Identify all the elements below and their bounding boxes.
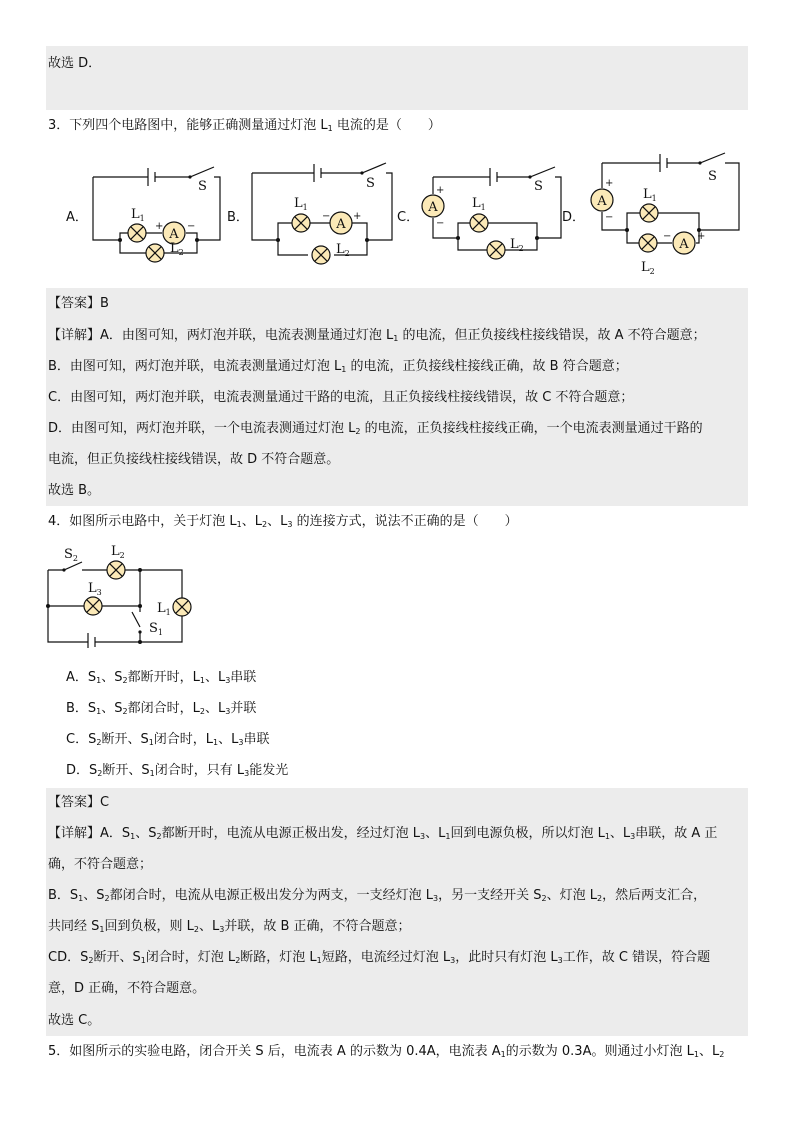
svg-text:−: − xyxy=(605,212,614,223)
q4-detail-line: 确，不符合题意； xyxy=(48,857,153,872)
svg-text:L2: $L_2$ xyxy=(170,241,184,257)
answer-block-q2 xyxy=(46,46,748,110)
svg-text:S: S xyxy=(534,179,543,194)
svg-text:L2: $L_2$ xyxy=(111,544,125,560)
q3-option-c-label: C． xyxy=(397,210,420,225)
svg-text:L1: $L_1$ xyxy=(643,187,657,203)
q4-detail-line: CD．$S_2$断开、$S_1$闭合时，灯泡 $L_2$断路，灯泡 $L_1$短路，电流经过灯泡 $L_3$，此时只有灯泡 $L_3$工作，故 C 错误，符合题 xyxy=(48,950,711,965)
q4-conclusion: 故选 C。 xyxy=(48,1013,101,1028)
q4-detail-line: 意，D 正确，不符合题意。 xyxy=(48,981,206,996)
q4-option-a[interactable]: A．$S_1$、$S_2$都断开时，$L_1$、$L_3$串联 xyxy=(66,670,257,685)
q3-detail-line: B．由图可知，两灯泡并联，电流表测量通过灯泡 $L_1$ 的电流，正负接线柱接线正确，故 B 符合题意； xyxy=(48,359,628,374)
svg-text:A: A xyxy=(336,217,346,232)
svg-text:L2: $L_2$ xyxy=(641,260,655,276)
svg-text:−: − xyxy=(436,218,445,229)
svg-text:+: + xyxy=(155,221,164,232)
svg-text:S1: $S_1$ xyxy=(149,621,163,637)
svg-text:L3: $L_3$ xyxy=(88,581,102,597)
q3-option-a-label: A． xyxy=(66,210,88,225)
svg-text:S: S xyxy=(198,179,207,194)
q4-answer: 【答案】C xyxy=(48,795,110,810)
q4-detail-line: 【详解】A．$S_1$、$S_2$都断开时，电流从电源正极出发，经过灯泡 $L_3$、$L_1$回到电源负极，所以灯泡 $L_1$、$L_3$串联，故 A 正 xyxy=(48,826,718,841)
svg-text:+: + xyxy=(605,178,614,189)
svg-text:+: + xyxy=(353,211,362,222)
q3-detail-line: 电流，但正负接线柱接线错误，故 D 不符合题意。 xyxy=(48,452,340,467)
q3-option-b-label: B． xyxy=(227,210,249,225)
q4-option-c[interactable]: C．$S_2$断开、$S_1$闭合时，$L_1$、$L_3$串联 xyxy=(66,732,270,747)
svg-text:−: − xyxy=(187,221,196,232)
svg-text:L1: $L_1$ xyxy=(472,196,486,212)
q4-option-d[interactable]: D．$S_2$断开、$S_1$闭合时，只有 $L_3$能发光 xyxy=(66,763,289,778)
q4-option-b[interactable]: B．$S_1$、$S_2$都闭合时，$L_2$、$L_3$并联 xyxy=(66,701,257,716)
q3-detail-line: D．由图可知，两灯泡并联，一个电流表测通过灯泡 $L_2$ 的电流，正负接线柱接线正确，一个电流表测量通过干路的 xyxy=(48,421,703,436)
svg-text:S: S xyxy=(708,169,717,184)
q4-detail-line: B．$S_1$、$S_2$都闭合时，电流从电源正极出发分为两支，一支经灯泡 $L_3$，另一支经开关 $S_2$、灯泡 $L_2$，然后两支汇合， xyxy=(48,888,707,903)
q4-circuit-diagram xyxy=(0,540,220,648)
svg-text:L1: $L_1$ xyxy=(294,196,308,212)
svg-text:+: + xyxy=(436,185,445,196)
q3-conclusion: 故选 B。 xyxy=(48,483,101,498)
q5-stem: 5．如图所示的实验电路，闭合开关 S 后，电流表 A 的示数为 0.4A，电流表 $A_1$的示数为 0.3A。则通过小灯泡 $L_1$、$L_2$ xyxy=(48,1044,725,1059)
q4-detail-line: 共同经 $S_1$回到负极，则 $L_2$、$L_3$并联，故 B 正确，不符合题意； xyxy=(48,919,411,934)
svg-text:A: A xyxy=(679,237,689,252)
q3-detail-line: C．由图可知，两灯泡并联，电流表测量通过干路的电流，且正负接线柱接线错误，故 C 不符合题意； xyxy=(48,390,634,405)
svg-text:A: A xyxy=(169,227,179,242)
svg-text:−: − xyxy=(663,231,672,242)
svg-text:L1: $L_1$ xyxy=(157,601,171,617)
svg-text:+: + xyxy=(697,231,706,242)
svg-text:S: S xyxy=(366,176,375,191)
q3-circuit-diagrams xyxy=(0,150,794,278)
q3-answer: 【答案】B xyxy=(48,296,109,311)
q3-detail-line: 【详解】A．由图可知，两灯泡并联，电流表测量通过灯泡 $L_1$ 的电流，但正负接线柱接线错误，故 A 不符合题意； xyxy=(48,328,706,343)
svg-text:L1: $L_1$ xyxy=(131,207,145,223)
svg-text:L2: $L_2$ xyxy=(510,237,524,253)
q3-option-d-label: D． xyxy=(562,210,586,225)
q4-stem: 4．如图所示电路中，关于灯泡 $L_1$、$L_2$、$L_3$ 的连接方式，说法不正确的是（ ） xyxy=(48,514,518,529)
svg-text:A: A xyxy=(597,194,607,209)
svg-text:L2: $L_2$ xyxy=(336,242,350,258)
q3-stem: 3．下列四个电路图中，能够正确测量通过灯泡 $L_1$ 电流的是（ ） xyxy=(48,118,441,133)
svg-text:S2: $S_2$ xyxy=(64,547,78,563)
svg-text:A: A xyxy=(428,200,438,215)
svg-text:−: − xyxy=(322,211,331,222)
q2-conclusion: 故选 D． xyxy=(48,56,102,71)
